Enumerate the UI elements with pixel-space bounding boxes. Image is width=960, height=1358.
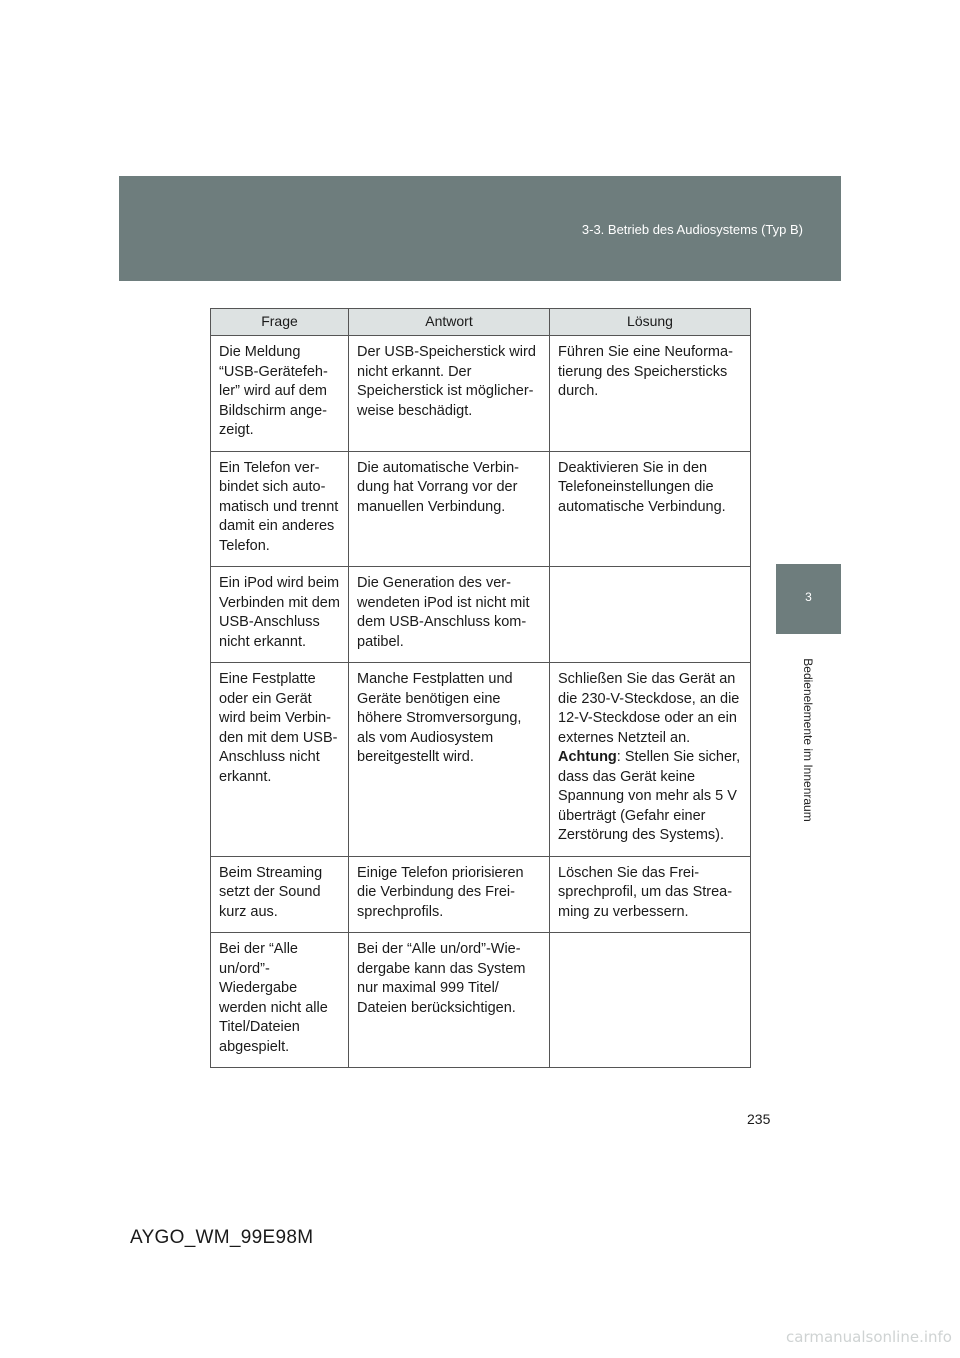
table-row	[211, 336, 751, 452]
cell-frage: Bei der “Alle un/ord”-Wiedergabe werden nicht alle Titel/Dateien abgespielt.	[211, 933, 349, 1068]
page-number: 235	[747, 1111, 771, 1127]
cell-frage: Ein Telefon ver-bindet sich auto-matisch und trennt damit ein anderes Telefon.	[211, 451, 349, 567]
cell-loesung	[550, 933, 751, 1068]
loesung-text: Schließen Sie das Gerät an die 230-V-Steckdose, an die 12-V-Steckdose oder an ein externes Netzteil an.	[558, 671, 740, 746]
table-row	[211, 451, 751, 567]
table-row	[211, 567, 751, 663]
column-header-antwort: Antwort	[349, 309, 550, 336]
cell-antwort: Manche Festplatten und Geräte benötigen eine höhere Stromversorgung, als vom Audiosystem bereitgestellt wird.	[349, 663, 550, 857]
warning-label: Achtung	[558, 749, 617, 765]
cell-antwort: Einige Telefon priorisieren die Verbindung des Frei-sprechprofils.	[349, 856, 550, 933]
warning-text: : Stellen Sie sicher, dass das Gerät keine Spannung von mehr als 5 V überträgt (Gefahr einer Zerstörung des Systems).	[558, 749, 741, 843]
chapter-label: Bedienelemente im Innenraum	[801, 658, 815, 822]
chapter-tab	[776, 564, 841, 634]
cell-loesung: Löschen Sie das Frei-sprechprofil, um das Strea-ming zu verbessern.	[550, 856, 751, 933]
cell-frage: Eine Festplatte oder ein Gerät wird beim Verbin-den mit dem USB-Anschluss nicht erkannt.	[211, 663, 349, 857]
watermark: carmanualsonline.info	[786, 1328, 952, 1346]
cell-loesung: Führen Sie eine Neuforma-tierung des Speichersticks durch.	[550, 336, 751, 452]
table-row	[211, 933, 751, 1068]
cell-antwort: Die Generation des ver-wendeten iPod ist nicht mit dem USB-Anschluss kom-patibel.	[349, 567, 550, 663]
chapter-number: 3	[805, 590, 812, 604]
cell-frage: Beim Streaming setzt der Sound kurz aus.	[211, 856, 349, 933]
table-row	[211, 663, 751, 857]
cell-loesung	[550, 567, 751, 663]
troubleshooting-table	[210, 308, 751, 1068]
cell-antwort: Der USB-Speicherstick wird nicht erkannt. Der Speicherstick ist möglicher-weise beschädigt.	[349, 336, 550, 452]
cell-frage: Die Meldung “USB-Gerätefeh-ler” wird auf dem Bildschirm ange-zeigt.	[211, 336, 349, 452]
column-header-loesung: Lösung	[550, 309, 751, 336]
cell-frage: Ein iPod wird beim Verbinden mit dem USB-Anschluss nicht erkannt.	[211, 567, 349, 663]
cell-antwort: Bei der “Alle un/ord”-Wie-dergabe kann das System nur maximal 999 Titel/ Dateien berücksichtigen.	[349, 933, 550, 1068]
section-title: 3-3. Betrieb des Audiosystems (Typ B)	[581, 222, 803, 237]
cell-loesung	[550, 663, 751, 857]
table-row	[211, 856, 751, 933]
document-code: AYGO_WM_99E98M	[130, 1227, 314, 1248]
table-header-row	[211, 309, 751, 336]
cell-loesung: Deaktivieren Sie in den Telefoneinstellungen die automatische Verbindung.	[550, 451, 751, 567]
column-header-frage: Frage	[211, 309, 349, 336]
cell-antwort: Die automatische Verbin-dung hat Vorrang vor der manuellen Verbindung.	[349, 451, 550, 567]
header-band	[119, 176, 841, 281]
